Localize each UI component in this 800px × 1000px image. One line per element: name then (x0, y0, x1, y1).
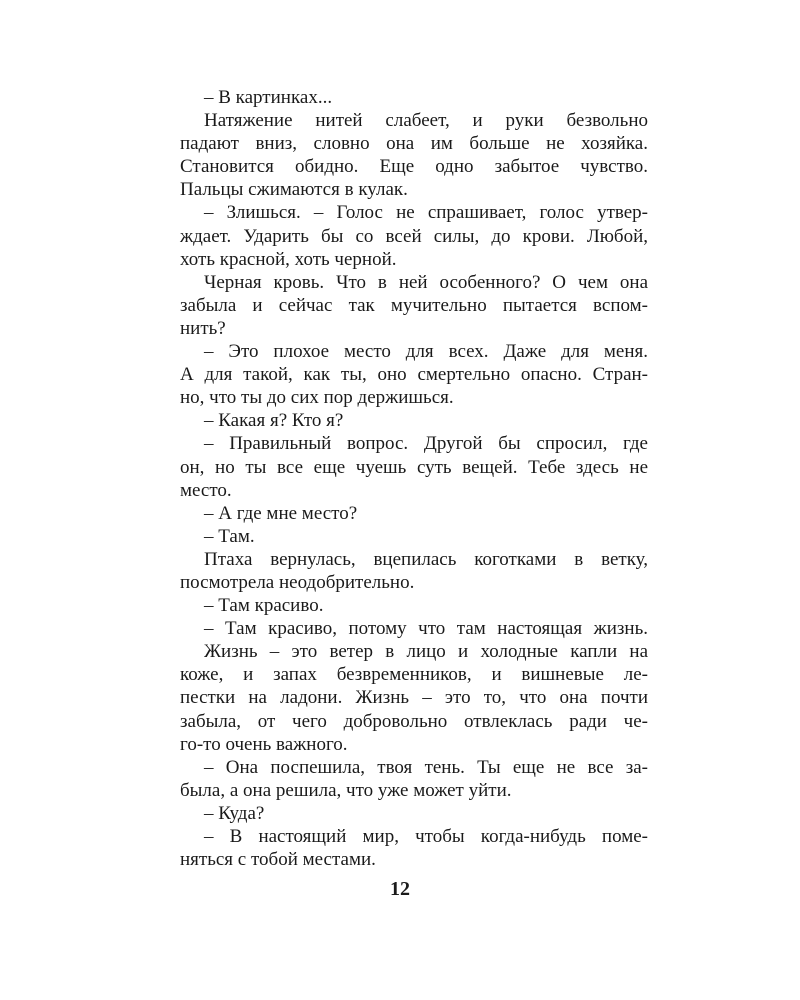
text-line: забыла и сейчас так мучительно пытается вспом- (180, 294, 648, 316)
text-line: нить? (180, 317, 226, 339)
text-line: забыла, от чего добровольно отвлеклась ради че- (180, 710, 648, 732)
text-line: Натяжение нитей слабеет, и руки безвольно (204, 110, 648, 132)
page-number: 12 (390, 878, 410, 900)
text-line: А для такой, как ты, оно смертельно опасно. Стран- (180, 364, 648, 386)
text-line: – Правильный вопрос. Другой бы спросил, где (204, 433, 648, 455)
text-line: пестки на ладони. Жизнь – это то, что она почти (180, 687, 648, 709)
text-line: коже, и запах безвременников, и вишневые ле- (180, 664, 648, 686)
text-line: – А где мне место? (204, 502, 358, 524)
text-line: няться с тобой местами. (180, 849, 376, 871)
text-line: – Там. (204, 525, 255, 547)
text-line: – В настоящий мир, чтобы когда-нибудь поме- (204, 826, 648, 847)
text-line: – Там красиво, потому что там настоящая жизнь. (204, 618, 648, 640)
text-line: падают вниз, словно она им больше не хозяйка. (180, 133, 648, 155)
text-line: – Куда? (204, 802, 265, 824)
text-line: место. (180, 479, 232, 501)
book-page-text (180, 86, 648, 871)
text-line: – Она поспешила, твоя тень. Ты еще не все за- (204, 756, 648, 778)
text-line: – В картинках... (204, 87, 333, 108)
text-line: Пальцы сжимаются в кулак. (180, 179, 408, 201)
text-line: посмотрела неодобрительно. (180, 571, 415, 593)
text-line: – Это плохое место для всех. Даже для меня. (204, 341, 648, 363)
text-line: – Там красиво. (204, 595, 324, 617)
text-line: Черная кровь. Что в ней особенного? О чем она (204, 271, 648, 293)
text-line: ждает. Ударить бы со всей силы, до крови. Любой, (180, 225, 648, 247)
text-line: он, но ты все еще чуешь суть вещей. Тебе здесь не (180, 456, 648, 478)
text-line: хоть красной, хоть черной. (180, 248, 397, 270)
text-line: но, что ты до сих пор держишься. (180, 387, 454, 409)
text-line: – Злишься. – Голос не спрашивает, голос утвер- (204, 202, 648, 224)
text-line: го-то очень важного. (180, 733, 348, 755)
text-line: Жизнь – это ветер в лицо и холодные капли на (204, 641, 648, 663)
text-line: Становится обидно. Еще одно забытое чувство. (180, 156, 648, 178)
text-line: – Какая я? Кто я? (204, 410, 344, 432)
text-line: Птаха вернулась, вцепилась коготками в ветку, (204, 548, 648, 570)
text-line: была, а она решила, что уже может уйти. (180, 779, 512, 801)
